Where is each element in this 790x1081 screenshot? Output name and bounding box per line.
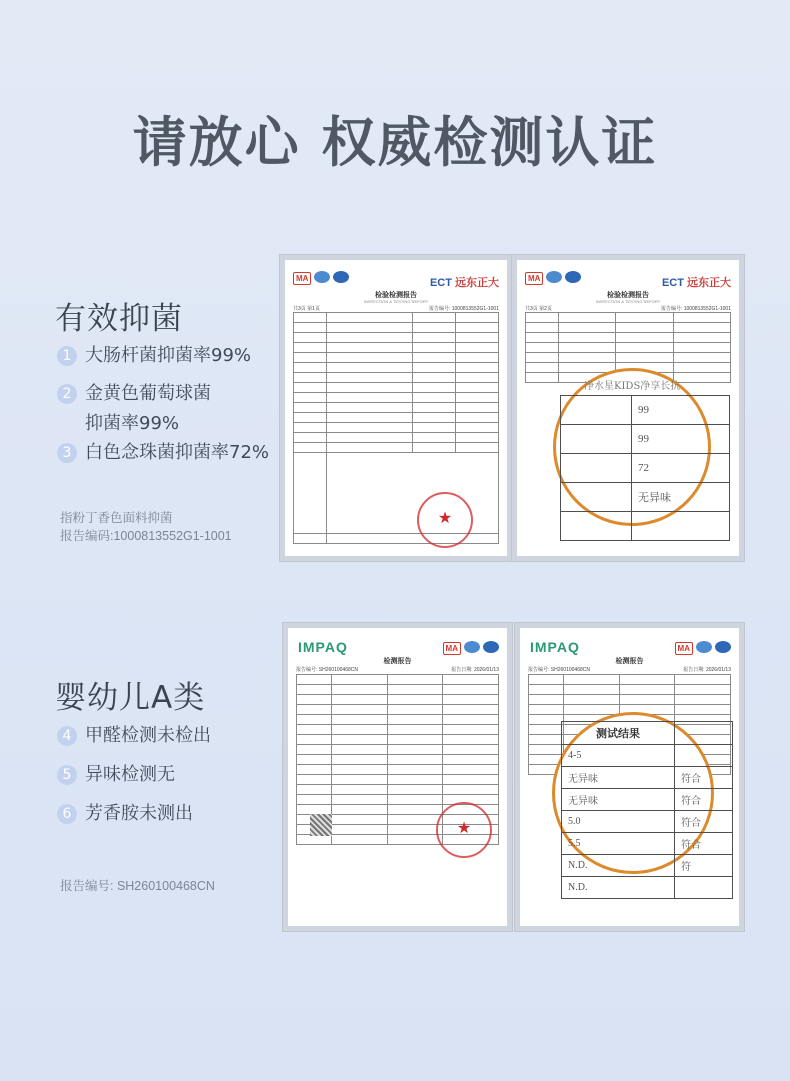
result-judgement — [675, 877, 733, 899]
result-judgement: 符 — [675, 855, 733, 877]
report-date: 报告日期: 2026/01/13 — [683, 667, 731, 673]
ma-logo: MA — [293, 272, 311, 285]
magnified-product-name: 净水星KIDS净享长抗 — [584, 381, 681, 392]
result-value: 无异味 — [562, 767, 675, 789]
section-heading-antibacterial: 有效抑菌 — [55, 301, 183, 337]
result-value: 5.0 — [562, 811, 675, 833]
report-table — [293, 312, 499, 453]
ect-logo: ECT 远东正大 — [661, 277, 731, 289]
result-judgement — [675, 745, 733, 767]
feature-text: 白色念珠菌抑菌率72% — [85, 442, 270, 463]
result-value: 4-5 — [562, 745, 675, 767]
number-badge: 2 — [57, 384, 77, 404]
impaq-report-page-1 — [288, 628, 507, 926]
ma-logo: MA — [525, 272, 543, 285]
feature-item-4 — [57, 721, 211, 751]
report-number: 报告编号: SH260100468CN — [296, 667, 358, 673]
magnifier-infant-results — [552, 712, 714, 893]
report-note-1 — [60, 509, 232, 545]
result-value: 72 — [632, 454, 730, 483]
result-column-header: 测试结果 — [562, 722, 675, 745]
impaq-report-page-2 — [520, 628, 739, 926]
result-value: 5.5 — [562, 833, 675, 855]
result-judgement: 符合 — [675, 767, 733, 789]
number-badge: 1 — [57, 346, 77, 366]
feature-item-3 — [57, 438, 269, 468]
number-badge: 5 — [57, 765, 77, 785]
magnified-table — [561, 721, 733, 899]
magnified-table — [560, 395, 730, 541]
report-title-en: INSPECTION & TESTING REPORT — [363, 299, 429, 304]
report-title: 检验检测报告 — [607, 292, 649, 299]
impaq-logo: IMPAQ — [530, 639, 580, 655]
result-judgement: 符合 — [675, 811, 733, 833]
cnas-logo-icon — [333, 271, 349, 283]
page-title: 请放心 权威检测认证 — [132, 111, 658, 174]
report-title-en: INSPECTION & TESTING REPORT — [595, 299, 661, 304]
feature-item-6 — [57, 799, 193, 829]
report-title: 检验检测报告 — [375, 292, 417, 299]
feature-text: 甲醛检测未检出 — [85, 725, 211, 746]
accreditation-logos — [675, 638, 731, 656]
report-code-2: 报告编号: SH260100468CN — [60, 879, 215, 893]
feature-text: 芳香胺未测出 — [85, 803, 193, 824]
feature-text: 金黄色葡萄球菌 抑菌率99% — [85, 383, 211, 434]
ect-report-page-2 — [517, 260, 739, 556]
report-date: 报告日期: 2026/01/13 — [451, 667, 499, 673]
ect-report-page-1 — [285, 260, 507, 556]
report-code: 报告编码:1000813552G1-1001 — [60, 529, 232, 543]
impaq-logo: IMPAQ — [298, 639, 348, 655]
ma-logo: MA — [675, 642, 693, 655]
report-title: 检测报告 — [383, 658, 412, 665]
feature-item-2 — [57, 379, 211, 439]
result-judgement: 符合 — [675, 789, 733, 811]
fabric-note: 指粉丁香色面料抑菌 — [60, 511, 173, 525]
magnifier-antibacterial-results — [553, 368, 711, 526]
result-value: 无异味 — [632, 483, 730, 512]
result-value: 无异味 — [562, 789, 675, 811]
report-number: 报告编号: SH260100468CN — [528, 667, 590, 673]
feature-text: 异味检测无 — [85, 764, 175, 785]
ilac-logo-icon — [696, 641, 712, 653]
number-badge: 4 — [57, 726, 77, 746]
feature-item-1 — [57, 341, 251, 371]
report-number: 报告编号: 1000813552G1-1001 — [660, 306, 731, 312]
result-value: N.D. — [562, 877, 675, 899]
feature-text: 大肠杆菌抑菌率99% — [85, 345, 252, 366]
inspection-seal: ★ — [417, 492, 473, 548]
number-badge: 3 — [57, 443, 77, 463]
cnas-logo-icon — [565, 271, 581, 283]
accreditation-logos — [443, 638, 499, 656]
result-value: 99 — [632, 425, 730, 454]
cnas-logo-icon — [715, 641, 731, 653]
inspection-seal: ★ — [436, 802, 492, 858]
result-judgement: 符合 — [675, 833, 733, 855]
section-heading-infant-class-a: 婴幼儿A类 — [55, 680, 206, 716]
ilac-logo-icon — [464, 641, 480, 653]
result-value: N.D. — [562, 855, 675, 877]
result-value: 99 — [632, 396, 730, 425]
feature-item-5 — [57, 760, 175, 790]
ma-logo: MA — [443, 642, 461, 655]
ilac-logo-icon — [546, 271, 562, 283]
ilac-logo-icon — [314, 271, 330, 283]
qr-code-icon — [310, 814, 332, 836]
page-number: 共3页 第1页 — [293, 306, 320, 312]
ect-logo: ECT 远东正大 — [429, 277, 499, 289]
report-title: 检测报告 — [615, 658, 644, 665]
page-number: 共3页 第2页 — [525, 306, 552, 312]
cnas-logo-icon — [483, 641, 499, 653]
number-badge: 6 — [57, 804, 77, 824]
report-number: 报告编号: 1000813552G1-1001 — [428, 306, 499, 312]
